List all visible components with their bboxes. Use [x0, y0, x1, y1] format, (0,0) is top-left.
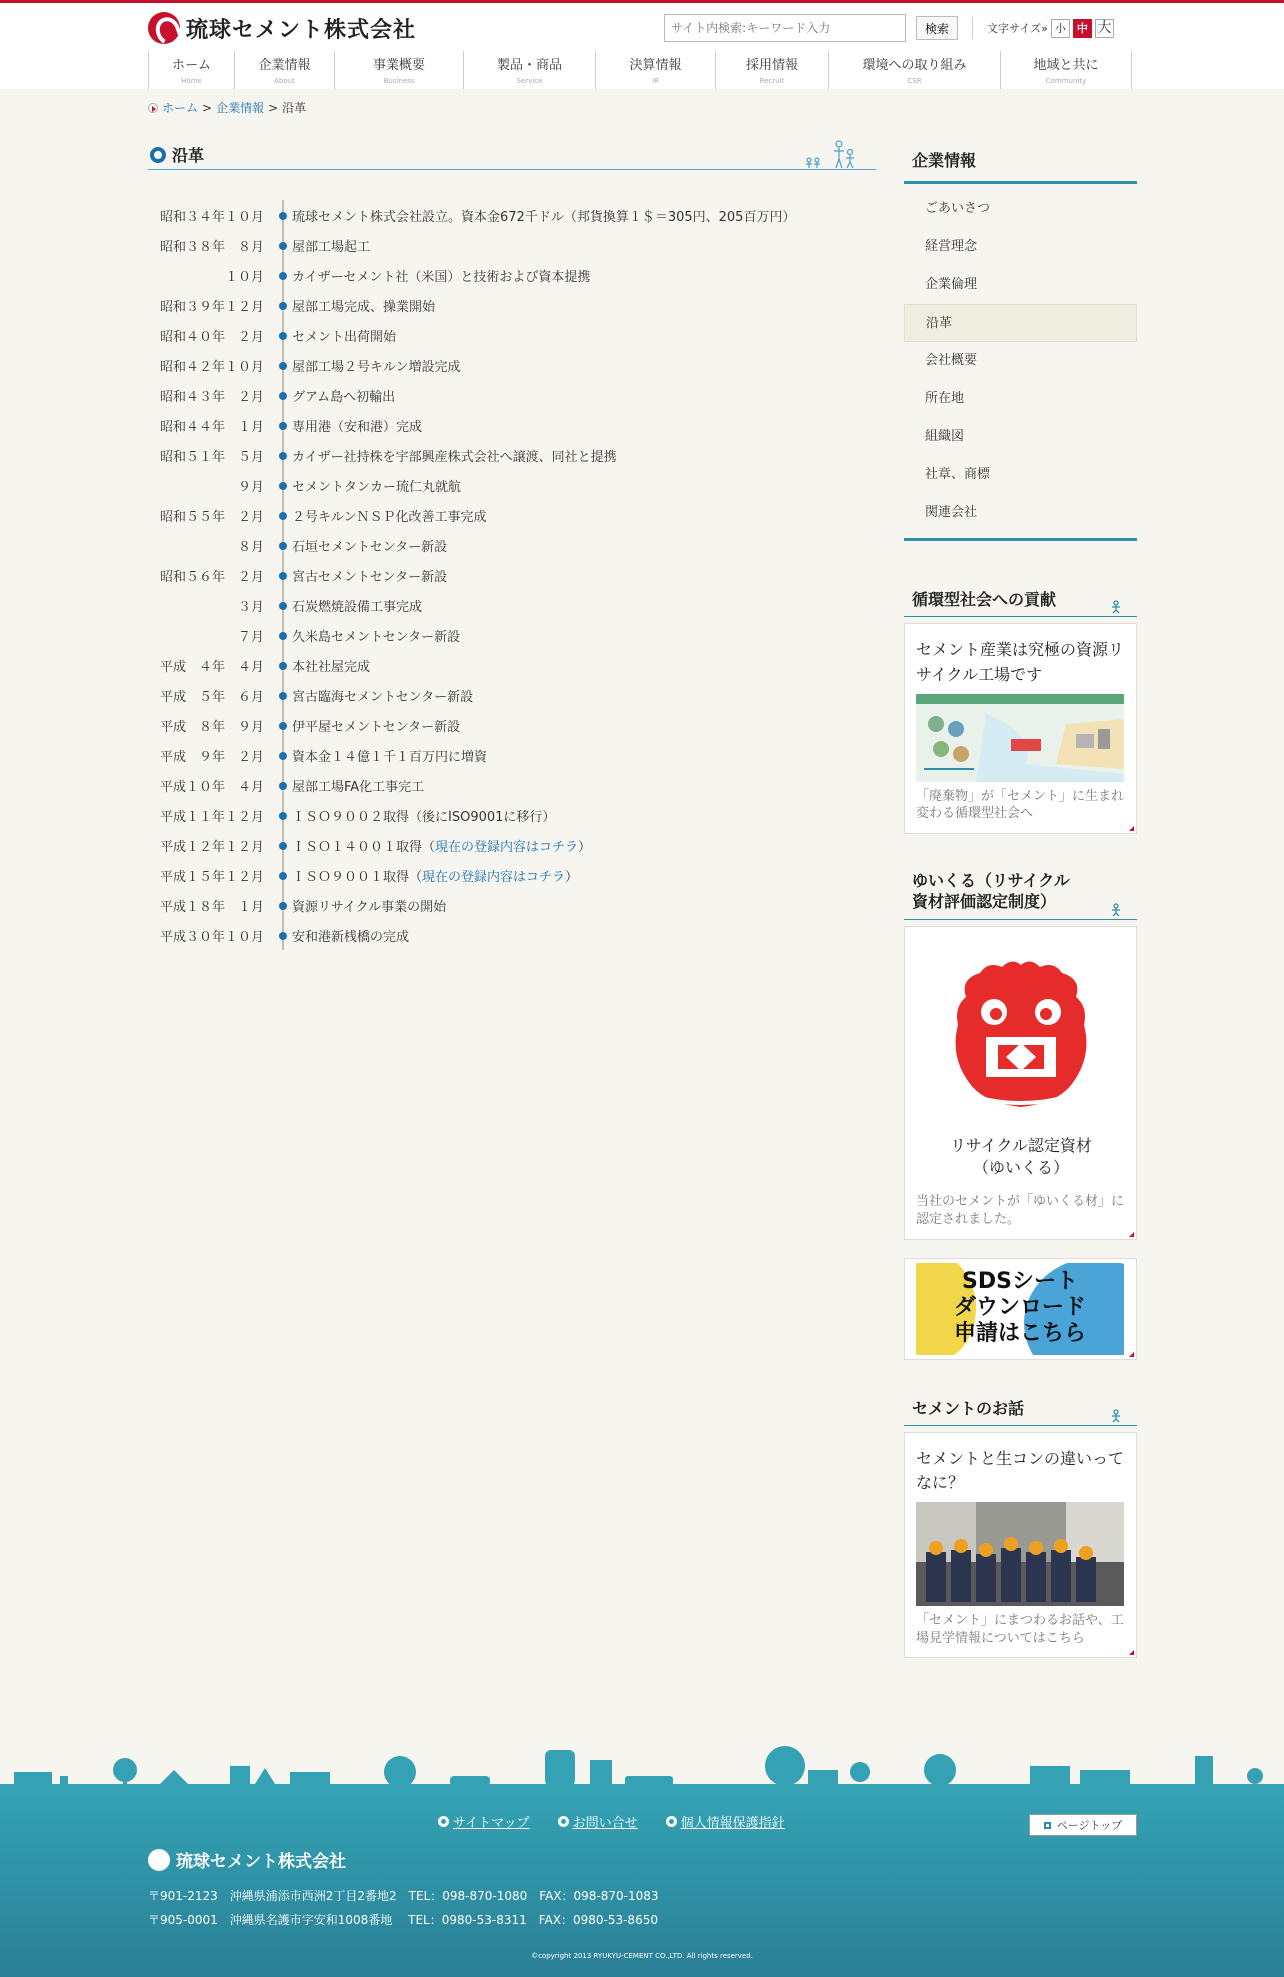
figure-deco-icon — [1109, 903, 1123, 917]
cement-story-card[interactable] — [904, 1432, 1137, 1659]
history-row — [148, 290, 876, 320]
history-event — [292, 326, 396, 345]
sidebar-menu — [904, 190, 1137, 541]
history-event-text: ＩＳＯ１４００１取得（ — [292, 839, 436, 855]
history-event — [292, 536, 447, 555]
nav-item-sublabel: CSR — [907, 77, 922, 85]
nav-item-label: 環境への取り組み — [862, 58, 967, 73]
history-row — [148, 380, 876, 410]
nav-item-label: 事業概要 — [372, 58, 425, 73]
history-event-text: 屋部工場完成、操業開始 — [292, 299, 436, 315]
history-date: 平成３０年１０月 — [159, 929, 264, 945]
timeline-dot — [279, 572, 287, 580]
sidebar-item[interactable] — [904, 342, 1137, 380]
history-event — [292, 746, 487, 765]
timeline-dot — [279, 392, 287, 400]
timeline-dot — [279, 662, 287, 670]
history-date: 平成 ９年 ２月 — [159, 749, 264, 765]
timeline-dot — [279, 872, 287, 880]
nav-item[interactable] — [148, 51, 234, 89]
history-event — [292, 476, 461, 495]
font-size-medium-button[interactable]: 中 — [1073, 19, 1092, 38]
sidebar-item-link[interactable]: 組織図 — [925, 429, 965, 444]
history-date: 平成１８年 １月 — [159, 899, 264, 915]
history-event-text: ＩＳＯ９００１取得（ — [292, 869, 423, 885]
history-event — [292, 656, 370, 675]
history-event-text: 宮古臨海セメントセンター新設 — [292, 689, 474, 705]
timeline-dot — [279, 692, 287, 700]
history-date: 昭和５６年 ２月 — [159, 569, 264, 585]
timeline-dot — [279, 512, 287, 520]
page-title: 沿革 — [172, 146, 205, 165]
sidebar-item-link[interactable]: 会社概要 — [925, 353, 978, 368]
recycle-diagram-image — [916, 694, 1124, 782]
history-date: 平成１０年 ４月 — [159, 779, 264, 795]
history-event — [292, 866, 578, 885]
cement-story-heading-text: セメントのお話 — [912, 1398, 1025, 1418]
history-event-suffix: ） — [578, 839, 592, 855]
footer-address-1: 〒901-2123 沖縄県浦添市西洲2丁目2番地2 TEL：098-870-1080 FAX：098-870-1083 — [148, 1889, 659, 1903]
history-event — [292, 566, 447, 585]
history-event-text: 資本金１４億１千１百万円に増資 — [292, 749, 488, 765]
history-date: ３月 — [237, 599, 264, 615]
history-event — [292, 836, 591, 855]
breadcrumb-parent-link[interactable]: 企業情報 — [216, 101, 265, 115]
factory-tour-photo — [916, 1502, 1124, 1606]
history-event-text: ＩＳＯ９００２取得（後にISO9001に移行） — [292, 809, 556, 825]
history-date: 平成１５年１２月 — [159, 869, 264, 885]
nav-item-sublabel: Business — [383, 77, 415, 85]
yuikuru-shisa-mark-icon — [936, 957, 1106, 1127]
recycle-heading-text: 循環型社会への貢献 — [912, 590, 1057, 609]
recycle-card-title: セメント産業は究極の資源リサイクル工場です — [916, 640, 1125, 684]
history-event-text: 本社社屋完成 — [292, 659, 371, 675]
history-event — [292, 506, 487, 525]
heading-ring-icon — [150, 147, 166, 163]
history-row — [148, 530, 876, 560]
history-row — [148, 770, 876, 800]
footer-link[interactable] — [558, 1812, 638, 1831]
history-row — [148, 410, 876, 440]
sds-line2: ダウンロード — [953, 1294, 1086, 1320]
history-event-text: ２号キルンＮＳＰ化改善工事完成 — [292, 509, 487, 525]
history-event — [292, 446, 617, 465]
sidebar-item[interactable] — [904, 380, 1137, 418]
history-row — [148, 350, 876, 380]
history-date: 平成１１年１２月 — [159, 809, 264, 825]
timeline-dot — [279, 842, 287, 850]
history-row — [148, 500, 876, 530]
font-size-small-button[interactable]: 小 — [1051, 19, 1070, 38]
sidebar-item-link[interactable]: 経営理念 — [925, 239, 978, 254]
breadcrumb — [148, 99, 306, 116]
history-row — [148, 710, 876, 740]
nav-item-sublabel: Recruit — [759, 77, 785, 85]
history-row — [148, 590, 876, 620]
nav-item[interactable] — [828, 51, 1000, 89]
history-event-text: 久米島セメントセンター新設 — [292, 629, 461, 645]
timeline-dot — [279, 812, 287, 820]
figure-deco-icon — [1109, 600, 1123, 614]
nav-item-label: 地域と共に — [1033, 58, 1099, 73]
site-logo[interactable] — [148, 12, 416, 44]
history-event — [292, 356, 461, 375]
history-event-text: 琉球セメント株式会社設立。資本金672千ドル（邦貨換算１＄＝305円、205百万円） — [292, 209, 796, 225]
history-event-text: 宮古セメントセンター新設 — [292, 569, 448, 585]
history-event — [292, 206, 795, 225]
nav-item[interactable] — [1000, 51, 1132, 89]
history-row — [148, 650, 876, 680]
history-row — [148, 230, 876, 260]
sds-line3: 申請はこちら — [953, 1320, 1086, 1346]
timeline-dot — [279, 722, 287, 730]
timeline-dot — [279, 932, 287, 940]
breadcrumb-arrow-icon — [148, 103, 158, 113]
history-event — [292, 596, 422, 615]
global-nav — [148, 51, 1132, 89]
history-date: 昭和３４年１０月 — [159, 209, 264, 225]
nav-item-sublabel: About — [274, 77, 295, 85]
breadcrumb-separator: > — [202, 100, 213, 115]
breadcrumb-separator: > — [268, 100, 279, 115]
history-row — [148, 200, 876, 230]
history-row — [148, 800, 876, 830]
footer-logo — [148, 1847, 346, 1872]
history-row — [148, 830, 876, 860]
history-date: ９月 — [237, 479, 264, 495]
page-top-icon — [1044, 1822, 1051, 1829]
cement-story-card-title: セメントと生コンの違いってなに？ — [916, 1448, 1125, 1493]
yuikuru-card-desc: 当社のセメントが「ゆいくる材」に認定されました。 — [916, 1194, 1125, 1228]
main-content — [148, 140, 876, 950]
history-timeline — [148, 200, 876, 950]
yuikuru-heading-line2: 資材評価認定制度） — [912, 892, 1057, 912]
timeline-dot — [279, 752, 287, 760]
yuikuru-caption — [916, 1135, 1126, 1180]
timeline-dot — [279, 602, 287, 610]
yuikuru-caption-line2: （ゆいくる） — [972, 1158, 1069, 1178]
sidebar-item[interactable] — [904, 190, 1137, 228]
font-size-label: 文字サイズ» — [987, 22, 1048, 35]
logo-text: 琉球セメント株式会社 — [186, 17, 417, 43]
footer-link-label: お問い合せ — [572, 1816, 638, 1831]
cement-story-card-desc: 「セメント」にまつわるお話や、工場見学情報についてはこちら — [916, 1613, 1124, 1646]
cement-story-heading — [904, 1392, 1137, 1426]
history-date: 昭和４３年 ２月 — [159, 389, 264, 405]
sidebar-item-link[interactable]: 社章、商標 — [925, 467, 991, 482]
sidebar-item-link[interactable]: 所在地 — [925, 391, 965, 406]
sds-banner-image — [916, 1263, 1124, 1355]
nav-item-sublabel: IR — [652, 77, 659, 85]
history-date: 平成１２年１２月 — [159, 839, 264, 855]
nav-item[interactable] — [234, 51, 334, 89]
nav-item-sublabel: Community — [1045, 77, 1087, 85]
nav-item-sublabel: Home — [181, 77, 202, 85]
history-event — [292, 716, 460, 735]
search-input[interactable] — [664, 14, 906, 42]
nav-item-sublabel: Service — [516, 77, 543, 85]
nav-item-label: 採用情報 — [745, 58, 798, 73]
page-heading — [148, 140, 876, 170]
history-event — [292, 386, 395, 405]
yuikuru-section — [904, 864, 1137, 1240]
history-date: 昭和４２年１０月 — [159, 359, 264, 375]
history-date: １０月 — [224, 269, 264, 285]
timeline-dot — [279, 632, 287, 640]
history-event — [292, 686, 473, 705]
nav-item-label: 製品・商品 — [496, 58, 562, 73]
page-top-label: ページトップ — [1056, 1819, 1123, 1832]
yuikuru-caption-line1: リサイクル認定資材 — [950, 1135, 1092, 1155]
history-event — [292, 416, 422, 435]
sidebar-item[interactable] — [904, 304, 1137, 342]
history-event-text: 屋部工場２号キルン増設完成 — [292, 359, 461, 375]
history-row — [148, 860, 876, 890]
history-row — [148, 260, 876, 290]
recycle-heading — [904, 583, 1137, 617]
sidebar-item-link[interactable]: 沿革 — [926, 316, 953, 331]
site-header — [0, 3, 1284, 89]
history-event-text: カイザーセメント社（米国）と技術および資本提携 — [292, 269, 591, 285]
sidebar-item[interactable] — [904, 266, 1137, 304]
nav-item-label: 決算情報 — [629, 58, 682, 73]
history-event-text: セメントタンカー琉仁丸就航 — [292, 479, 462, 495]
timeline-dot — [279, 452, 287, 460]
breadcrumb-home-link[interactable]: ホーム — [162, 101, 199, 115]
timeline-dot — [279, 332, 287, 340]
history-event-text: 資源リサイクル事業の開始 — [292, 899, 447, 915]
history-date: ７月 — [237, 629, 264, 645]
footer-addresses — [148, 1884, 659, 1932]
history-date: 昭和３８年 ８月 — [159, 239, 264, 255]
nav-item-label: ホーム — [171, 58, 211, 73]
history-event — [292, 266, 590, 285]
footer-link-ring-icon — [438, 1816, 449, 1827]
sds-line1: SDSシート — [962, 1268, 1078, 1294]
font-size-large-button[interactable]: 大 — [1095, 19, 1114, 38]
sidebar-title: 企業情報 — [904, 140, 1137, 184]
nav-item-label: 企業情報 — [258, 58, 311, 73]
history-event-text: 安和港新桟橋の完成 — [292, 929, 410, 945]
history-row — [148, 740, 876, 770]
history-event-text: グアム島へ初輸出 — [292, 389, 396, 405]
footer-logo-mark-icon — [148, 1849, 170, 1871]
town-skyline-illustration — [0, 1746, 1284, 1794]
history-row — [148, 470, 876, 500]
sidebar-item-link[interactable]: 関連会社 — [925, 505, 978, 520]
site-footer — [0, 1794, 1284, 1977]
sidebar — [904, 140, 1137, 1658]
history-event-text: 伊平屋セメントセンター新設 — [292, 719, 461, 735]
history-date: 平成 ５年 ６月 — [159, 689, 264, 705]
history-event-text: カイザー社持株を宇部興産株式会社へ譲渡、同社と提携 — [292, 449, 617, 465]
history-event-text: 専用港（安和港）完成 — [292, 419, 423, 435]
history-row — [148, 890, 876, 920]
history-row — [148, 440, 876, 470]
history-date: 昭和５１年 ５月 — [159, 449, 264, 465]
sidebar-item[interactable] — [904, 418, 1137, 456]
sidebar-item[interactable] — [904, 228, 1137, 266]
history-event-suffix: ） — [565, 869, 579, 885]
recycle-section — [904, 583, 1137, 834]
history-event — [292, 296, 435, 315]
footer-link[interactable] — [438, 1812, 530, 1831]
copyright: ©copyright 2013 RYUKYU-CEMENT CO.,LTD. All rights reserved. — [531, 1952, 753, 1960]
history-event — [292, 626, 460, 645]
timeline-dot — [279, 362, 287, 370]
timeline-dot — [279, 302, 287, 310]
timeline-dot — [279, 482, 287, 490]
registration-link[interactable]: 現在の登録内容はコチラ — [435, 839, 579, 855]
nav-item[interactable] — [715, 51, 828, 89]
cement-story-section — [904, 1392, 1137, 1659]
figure-deco-icon — [1109, 1409, 1123, 1423]
timeline-dot — [279, 212, 287, 220]
history-event-text: セメント出荷開始 — [292, 329, 397, 345]
footer-logo-text: 琉球セメント株式会社 — [176, 1852, 346, 1872]
timeline-dot — [279, 272, 287, 280]
history-event — [292, 926, 409, 945]
footer-link[interactable] — [666, 1812, 785, 1831]
font-size-switcher — [987, 19, 1114, 38]
history-event — [292, 776, 424, 795]
history-event — [292, 896, 446, 915]
history-event-text: 石炭燃焼設備工事完成 — [292, 599, 423, 615]
footer-link-label: 個人情報保護指針 — [680, 1816, 785, 1831]
page-top-button[interactable] — [1029, 1814, 1137, 1836]
search-button[interactable]: 検索 — [916, 16, 958, 40]
sidebar-item-link[interactable]: ごあいさつ — [925, 201, 991, 216]
timeline-dot — [279, 242, 287, 250]
timeline-dot — [279, 422, 287, 430]
family-illustration-icon — [806, 139, 866, 169]
history-event-text: 屋部工場起工 — [292, 239, 371, 255]
sds-banner[interactable] — [904, 1258, 1137, 1360]
nav-item[interactable] — [334, 51, 463, 89]
history-row — [148, 920, 876, 950]
history-date: 昭和４４年 １月 — [159, 419, 264, 435]
timeline-dot — [279, 782, 287, 790]
yuikuru-heading — [904, 864, 1137, 920]
history-row — [148, 680, 876, 710]
footer-link-ring-icon — [558, 1816, 569, 1827]
divider — [972, 17, 973, 39]
history-row — [148, 560, 876, 590]
search-area — [664, 14, 1114, 42]
sidebar-item[interactable] — [904, 456, 1137, 494]
recycle-card-desc: 「廃棄物」が「セメント」に生まれ変わる循環型社会へ — [916, 788, 1125, 822]
sds-banner-text — [916, 1269, 1124, 1347]
recycle-card[interactable] — [904, 623, 1137, 834]
timeline-dot — [279, 902, 287, 910]
history-date: ８月 — [237, 539, 264, 555]
history-date: 平成 ４年 ４月 — [159, 659, 264, 675]
yuikuru-card[interactable] — [904, 926, 1137, 1240]
history-row — [148, 320, 876, 350]
history-date: 昭和３９年１２月 — [159, 299, 264, 315]
logo-mark-icon — [148, 12, 180, 44]
timeline-dot — [279, 542, 287, 550]
history-date: 昭和５５年 ２月 — [159, 509, 264, 525]
history-event — [292, 806, 555, 825]
history-date: 昭和４０年 ２月 — [159, 329, 264, 345]
history-event-text: 石垣セメントセンター新設 — [292, 539, 448, 555]
history-event — [292, 236, 370, 255]
history-date: 平成 ８年 ９月 — [159, 719, 264, 735]
nav-item[interactable] — [463, 51, 595, 89]
nav-item[interactable] — [595, 51, 715, 89]
breadcrumb-current: 沿革 — [282, 101, 307, 115]
history-row — [148, 620, 876, 650]
footer-address-2: 〒905-0001 沖縄県名護市字安和1008番地 TEL：0980-53-8311 FAX：0980-53-8650 — [148, 1913, 658, 1927]
yuikuru-heading-line1: ゆいくる（リサイクル — [912, 870, 1070, 890]
sidebar-item[interactable] — [904, 494, 1137, 532]
sidebar-item-link[interactable]: 企業倫理 — [925, 277, 978, 292]
history-event-text: 屋部工場FA化工事完工 — [292, 779, 425, 795]
registration-link[interactable]: 現在の登録内容はコチラ — [422, 869, 566, 885]
footer-link-ring-icon — [666, 1816, 677, 1827]
footer-links — [438, 1812, 785, 1831]
footer-link-label: サイトマップ — [453, 1816, 530, 1831]
